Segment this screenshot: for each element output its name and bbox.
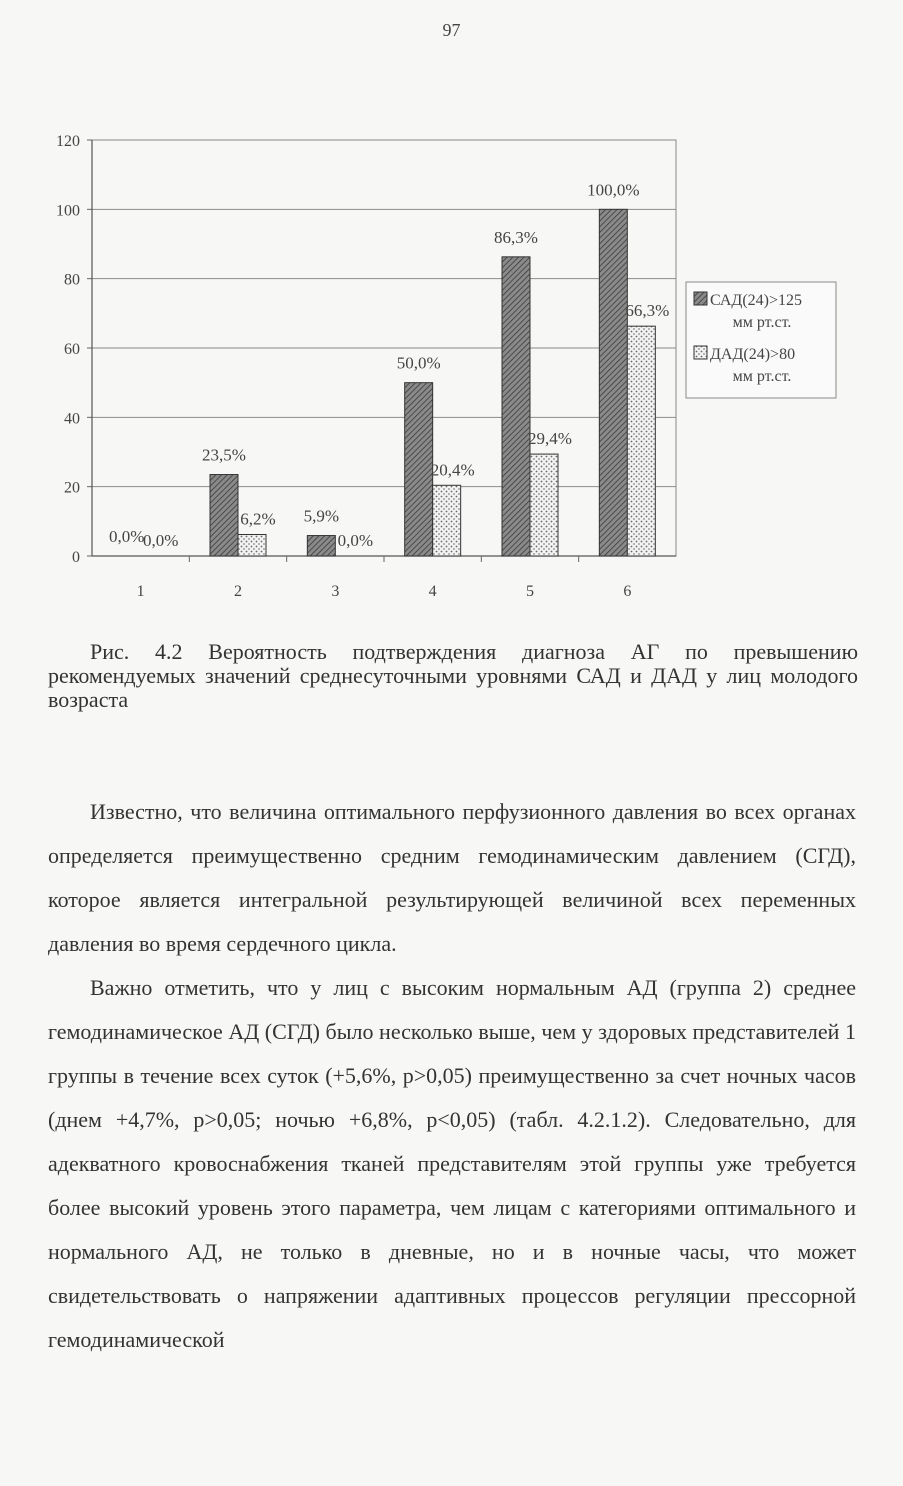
x-tick-label: 1 xyxy=(136,583,145,600)
bar-series-1-cat-2 xyxy=(210,475,238,556)
data-label-series-1-cat-5: 86,3% xyxy=(494,227,538,247)
legend xyxy=(686,282,836,398)
legend-label-1-line-2: мм рт.ст. xyxy=(732,314,792,331)
paragraph-2: Важно отметить, что у лиц с высоким нормальным АД (группа 2) среднее гемодинамическое АД (СГД) было несколько выше, чем у здоровых представителей 1 группы в течение всех суток (+5,6%, p>0,05) преимущественно за счет ночных часов (днем +4,7%, p>0,05; ночью +6,8%, p<0,05) (табл. 4.2.1.2). Следовательно, для адекватного кровоснабжения тканей представителям этой группы уже требуется более высокий уровень этого параметра, чем лицам с категориями оптимального и нормального АД, не только в дневные, но и в ночные часы, что может свидетельствовать о напряжении адаптивных процессов регуляции прессорной гемодинамической xyxy=(48,975,856,1352)
bars xyxy=(210,209,655,556)
bar-series-1-cat-4 xyxy=(405,383,433,556)
bar-series-2-cat-2 xyxy=(238,535,266,556)
data-label-series-1-cat-4: 50,0% xyxy=(396,353,441,373)
data-label-series-2-cat-2: 6,2% xyxy=(240,509,276,529)
data-label-series-1-cat-2: 23,5% xyxy=(202,445,246,465)
y-tick-label: 40 xyxy=(64,410,80,428)
bar-series-1-cat-5 xyxy=(502,257,530,556)
x-tick-label: 4 xyxy=(428,583,437,600)
figure-caption-text: Вероятность подтверждения диагноза АГ по превышению рекомендуемых значений среднесуточными уровнями САД и ДАД у лиц молодого возраста xyxy=(48,639,858,712)
body-text xyxy=(48,790,856,1362)
y-tick-label: 80 xyxy=(64,271,80,289)
y-tick-label: 20 xyxy=(64,479,80,497)
legend-swatch-1 xyxy=(694,292,707,305)
page-number: 97 xyxy=(442,20,461,40)
legend-swatch-2 xyxy=(694,346,707,359)
bar-chart xyxy=(0,0,903,620)
paragraph-1: Известно, что величина оптимального перфузионного давления во всех органах определяется преимущественно средним гемодинамическим давлением (СГД), которое является интегральной результирующей величиной всех переменных давления во время сердечного цикла. xyxy=(48,799,856,956)
y-tick-label: 120 xyxy=(56,133,80,150)
data-label-series-1-cat-6: 100,0% xyxy=(587,180,640,200)
legend-label-1-line-1: САД(24)>125 xyxy=(710,292,803,309)
data-label-series-2-cat-5: 29,4% xyxy=(528,429,572,449)
bar-series-2-cat-6 xyxy=(627,326,655,556)
x-tick-label: 3 xyxy=(331,583,340,600)
data-label-series-1-cat-3: 5,9% xyxy=(303,506,340,526)
data-labels xyxy=(109,180,669,550)
y-tick-label: 100 xyxy=(56,202,80,220)
x-axis xyxy=(92,556,676,600)
bar-series-1-cat-6 xyxy=(599,209,627,556)
bar-series-1-cat-3 xyxy=(307,536,335,556)
data-label-series-2-cat-4: 20,4% xyxy=(430,460,475,480)
data-label-series-1-cat-1: 0,0% xyxy=(108,527,145,546)
data-label-series-2-cat-6: 66,3% xyxy=(625,301,670,321)
y-axis xyxy=(56,133,92,566)
x-tick-label: 2 xyxy=(234,583,242,600)
bar-series-2-cat-4 xyxy=(433,485,461,556)
figure-label: Рис. 4.2 xyxy=(90,639,183,664)
x-tick-label: 6 xyxy=(623,583,632,600)
x-tick-label: 5 xyxy=(526,583,534,600)
y-tick-label: 0 xyxy=(72,549,80,566)
legend-label-2-line-1: ДАД(24)>80 xyxy=(710,346,796,363)
y-tick-label: 60 xyxy=(64,341,80,358)
data-label-series-2-cat-1: 0,0% xyxy=(142,531,179,550)
bar-series-2-cat-5 xyxy=(530,454,558,556)
legend-label-2-line-2: мм рт.ст. xyxy=(732,368,792,385)
figure-caption xyxy=(48,640,858,712)
data-label-series-2-cat-3: 0,0% xyxy=(337,531,374,550)
gridlines xyxy=(92,140,676,556)
